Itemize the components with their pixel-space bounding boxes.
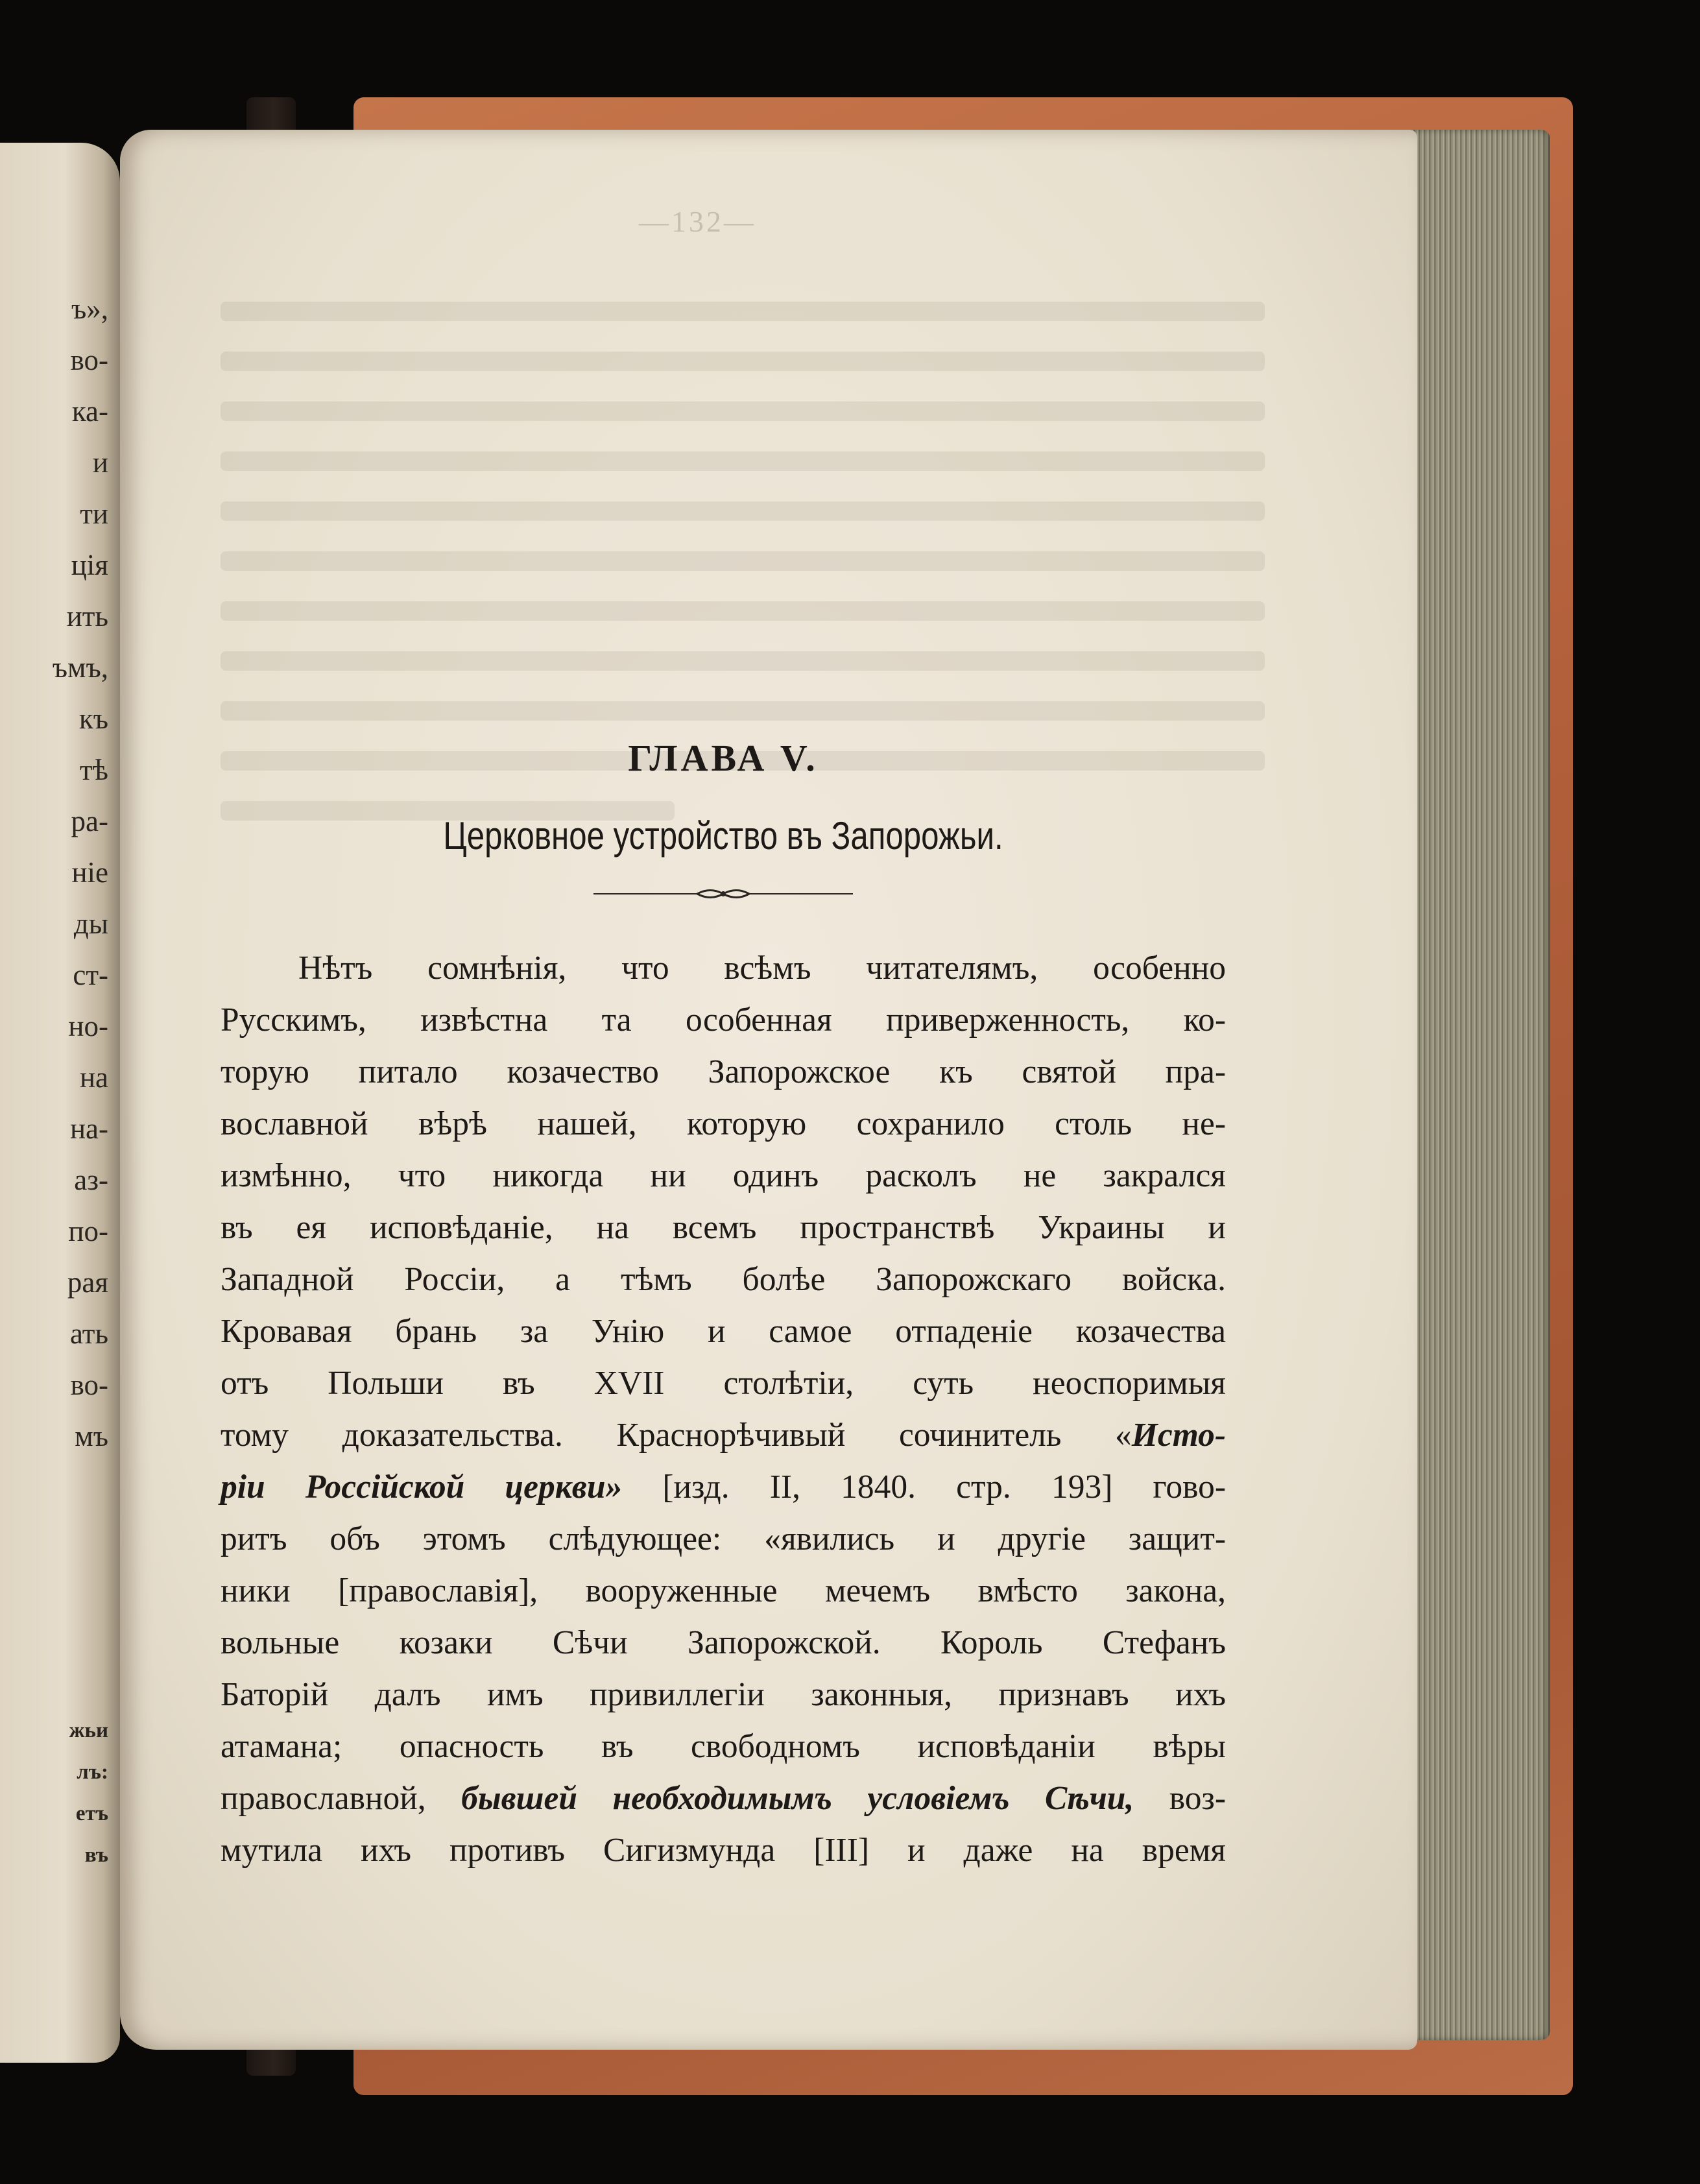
left-page-fragment: ды xyxy=(73,907,108,940)
left-page-fragment: во- xyxy=(70,344,108,376)
left-page-fragment: етъ xyxy=(75,1802,108,1825)
ghost-line xyxy=(221,302,1265,321)
text-line: отъ Польши въ XVII столѣтіи, суть неоспоримыя xyxy=(221,1365,1226,1402)
left-page-fragment: по- xyxy=(68,1215,108,1247)
left-page-fragment: на xyxy=(79,1061,108,1094)
text-line: Западной Россіи, а тѣмъ болѣе Запорожскаго войска. xyxy=(221,1261,1226,1298)
left-page-fragment: ніе xyxy=(71,856,108,889)
chapter-subtitle: Церковное устройство въ Запорожьи. xyxy=(443,814,1003,858)
ghost-line xyxy=(221,701,1265,721)
italic-phrase: ріи Россійской церкви» xyxy=(221,1469,623,1506)
left-page-fragment: на- xyxy=(69,1112,108,1145)
left-page-fragment: въ xyxy=(84,1843,108,1867)
left-page-fragment: ка- xyxy=(71,395,108,427)
text-line: ритъ объ этомъ слѣдующее: «явились и другіе защит- xyxy=(221,1520,1226,1557)
text-line: Кровавая брань за Унію и самое отпаденіе козачества xyxy=(221,1313,1226,1350)
ghost-line xyxy=(221,352,1265,371)
left-page-fragment: тѣ xyxy=(79,754,108,786)
italic-phrase: Исто- xyxy=(1131,1417,1226,1454)
text-line: тому доказательства. Краснорѣчивый сочинитель «Исто- xyxy=(221,1417,1226,1454)
left-page-fragment: во- xyxy=(70,1369,108,1401)
text-line: ріи Россійской церкви» [изд. II, 1840. стр. 193] гово- xyxy=(221,1469,1226,1506)
left-page-fragment: ать xyxy=(70,1317,108,1350)
left-page-fragment: ст- xyxy=(73,959,108,991)
ornament-divider xyxy=(593,884,853,904)
text-line: торую питало козачество Запорожское къ святой пра- xyxy=(221,1053,1226,1090)
left-page-fragment: лъ: xyxy=(77,1760,108,1784)
text-line: вославной вѣрѣ нашей, которую сохранило столь не- xyxy=(221,1105,1226,1142)
left-page-fragment: рая xyxy=(67,1266,108,1299)
body-text xyxy=(221,942,1226,1877)
page-edges xyxy=(1411,130,1550,2040)
ghost-line xyxy=(221,451,1265,471)
text-line: Русскимъ, извѣстна та особенная приверженность, ко- xyxy=(221,1002,1226,1038)
left-page-fragment: аз- xyxy=(74,1164,108,1196)
ghost-line xyxy=(221,551,1265,571)
left-page-fragment: къ xyxy=(78,702,108,735)
left-page-fragment: но- xyxy=(68,1010,108,1042)
left-page-fragment: мъ xyxy=(75,1420,108,1452)
text-line: въ ея исповѣданіе, на всемъ пространствѣ Украины и xyxy=(221,1209,1226,1246)
ghost-line xyxy=(221,601,1265,621)
text-line: мутила ихъ противъ Сигизмунда [III] и даже на время xyxy=(221,1832,1226,1869)
left-page-fragment: ти xyxy=(80,498,108,530)
ghost-line xyxy=(221,651,1265,671)
text-line: измѣнно, что никогда ни одинъ расколъ не закрался xyxy=(221,1157,1226,1194)
italic-phrase: бывшей необходимымъ условіемъ Сѣчи, xyxy=(461,1780,1134,1817)
text-line: вольные козаки Сѣчи Запорожской. Король Стефанъ xyxy=(221,1624,1226,1661)
text-line: Нѣтъ сомнѣнія, что всѣмъ читателямъ, особенно xyxy=(298,950,1226,987)
text-line: православной, бывшей необходимымъ условіемъ Сѣчи, воз- xyxy=(221,1780,1227,1817)
page-number: —132— xyxy=(639,205,756,238)
text-line: Баторій далъ имъ привиллегіи законныя, признавъ ихъ xyxy=(221,1676,1226,1713)
page-content xyxy=(221,736,1226,1877)
left-page-fragment: ъ», xyxy=(71,293,108,325)
text-line: ники [православія], вооруженные мечемъ вмѣсто закона, xyxy=(221,1572,1226,1609)
left-page-fragment: ра- xyxy=(71,805,108,837)
left-page-fragment: и xyxy=(92,446,108,479)
chapter-title: ГЛАВА V. xyxy=(628,737,819,779)
text-line: атамана; опасность въ свободномъ исповѣданіи вѣры xyxy=(221,1728,1226,1765)
left-page-fragment: ъмъ, xyxy=(52,651,108,684)
left-page-fragment: жьи xyxy=(69,1719,108,1742)
ghost-line xyxy=(221,402,1265,421)
ghost-line xyxy=(221,501,1265,521)
left-page-fragment: ція xyxy=(71,549,108,581)
left-page-fragment: ить xyxy=(66,600,108,632)
left-page xyxy=(0,143,120,2063)
